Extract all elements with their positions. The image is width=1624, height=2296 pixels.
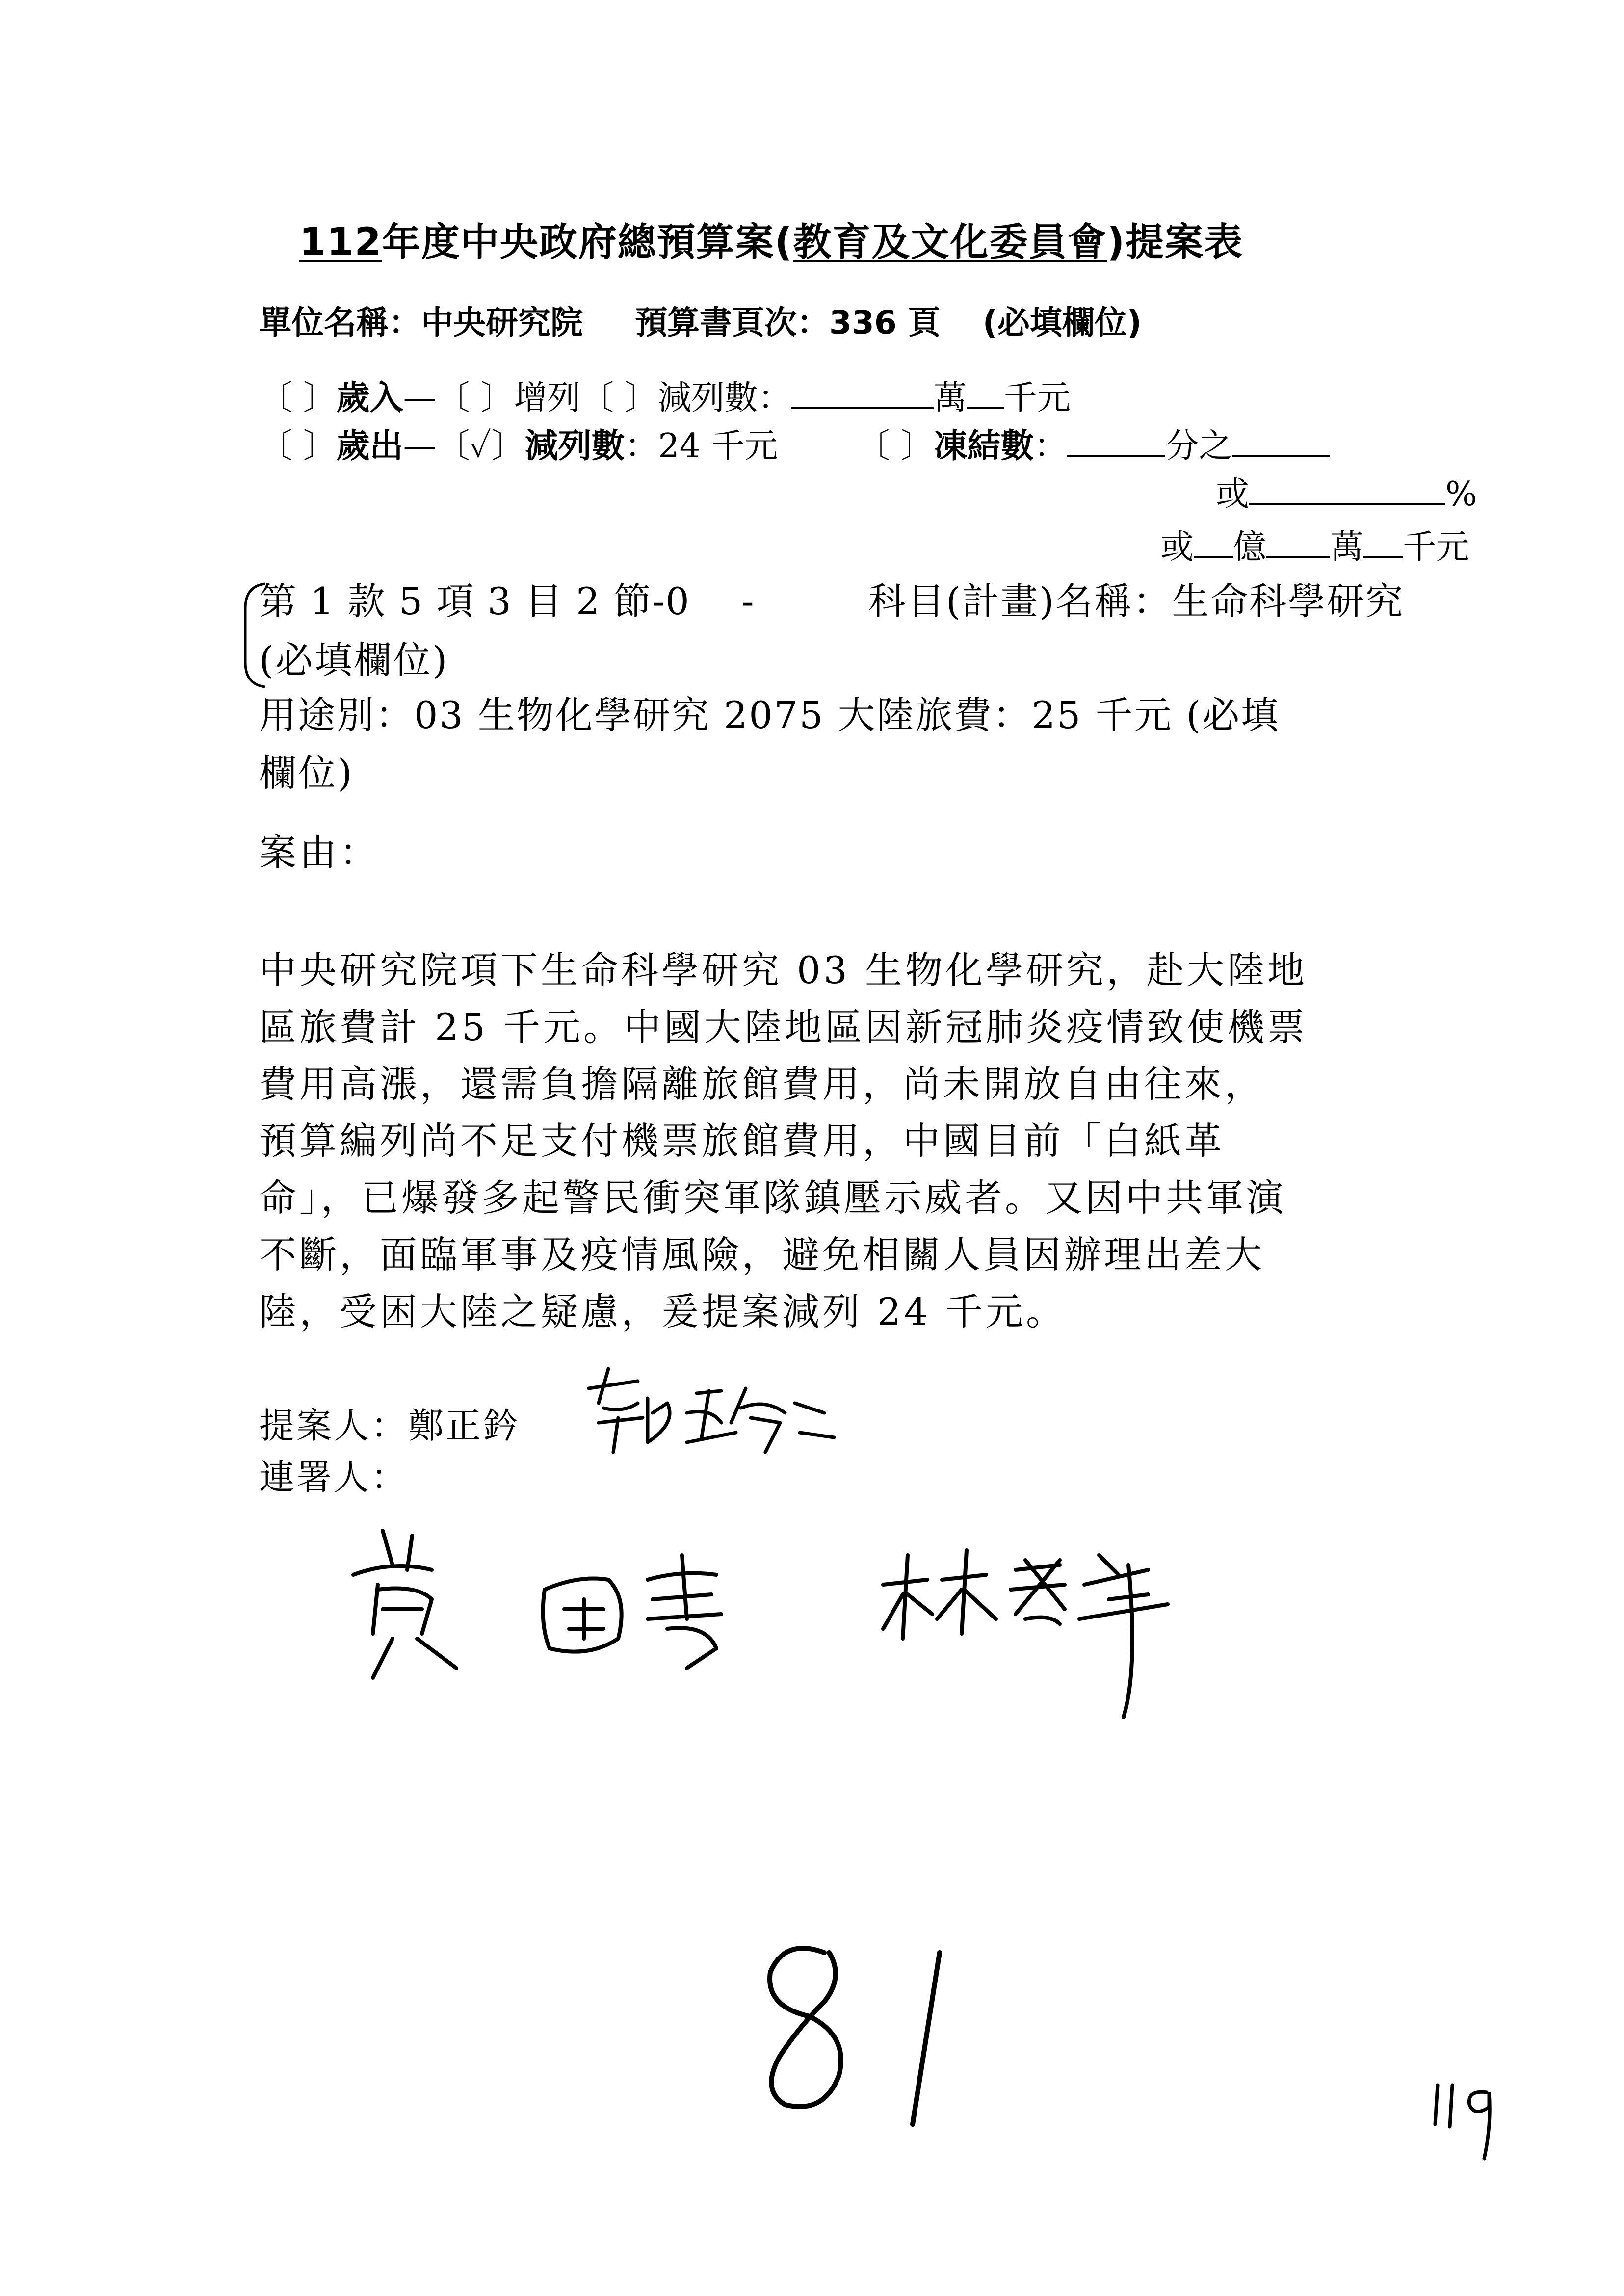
reason-line-5: 命」，已爆發多起警民衝突軍隊鎮壓示威者。又因中共軍演 bbox=[259, 1176, 1286, 1220]
or-amount-yi: 億 bbox=[1233, 528, 1267, 567]
title-middle: 年度中央政府總預算案( bbox=[382, 220, 793, 264]
item-subject: 科目(計畫)名稱：生命科學研究 bbox=[868, 579, 1405, 623]
revenue-options: —〔 〕增列〔 〕減列數： bbox=[403, 379, 791, 417]
expense-checkbox: 〔 〕 bbox=[259, 427, 337, 466]
cosigner-label: 連署人： bbox=[259, 1457, 409, 1498]
proposer-name: 鄭正鈐 bbox=[408, 1405, 521, 1446]
or-amount-wan: 萬 bbox=[1330, 528, 1364, 567]
title-year: 112 bbox=[299, 220, 382, 264]
item-required: (必填欄位) bbox=[259, 638, 449, 682]
reason-line-4: 預算編列尚不足支付機票旅館費用，中國目前「白紙革 bbox=[259, 1119, 1225, 1163]
freeze-checkbox: 〔 〕 bbox=[856, 427, 934, 466]
freeze-fen-zhi: 分之 bbox=[1165, 427, 1232, 466]
budget-page-label: 預算書頁次：336 頁 bbox=[634, 304, 941, 341]
usage-line-2: 欄位) bbox=[259, 751, 354, 795]
reason-line-3: 費用高漲，還需負擔隔離旅館費用，尚未開放自由往來， bbox=[259, 1062, 1265, 1106]
revenue-wan: 萬 bbox=[933, 379, 967, 417]
reason-line-2: 區旅費計 25 千元。中國大陸地區因新冠肺炎疫情致使機票 bbox=[259, 1005, 1308, 1049]
reason-line-7: 陸，受困大陸之疑慮，爰提案減列 24 千元。 bbox=[259, 1290, 1067, 1333]
title-end: )提案表 bbox=[1107, 220, 1244, 264]
freeze-colon: ： bbox=[1034, 427, 1068, 466]
reason-line-1: 中央研究院項下生命科學研究 03 生物化學研究，赴大陸地 bbox=[259, 948, 1308, 992]
freeze-label: 凍結數 bbox=[934, 427, 1034, 466]
revenue-checkbox: 〔 〕 bbox=[259, 379, 337, 417]
unit-label: 單位名稱：中央研究院 bbox=[259, 304, 583, 341]
or-amount-or: 或 bbox=[1160, 528, 1194, 567]
title-committee: 教育及文化委員會 bbox=[793, 220, 1107, 264]
proposer-label: 提案人： bbox=[259, 1405, 409, 1446]
expense-label: 歲出 bbox=[336, 427, 403, 466]
or-amount-qian: 千元 bbox=[1403, 528, 1470, 567]
expense-reduce-value: ：24 千元 bbox=[625, 427, 778, 466]
revenue-qian: 千元 bbox=[1003, 379, 1071, 417]
or-percent-sign: % bbox=[1445, 475, 1477, 514]
revenue-label: 歲入 bbox=[336, 379, 403, 417]
expense-reduce-label: 減列數 bbox=[524, 427, 625, 466]
unit-required: (必填欄位) bbox=[982, 304, 1142, 341]
usage-line-1: 用途別：03 生物化學研究 2075 大陸旅費：25 千元 (必填 bbox=[259, 693, 1280, 737]
or-percent-or: 或 bbox=[1216, 475, 1250, 514]
reason-line-6: 不斷，面臨軍事及疫情風險，避免相關人員因辦理出差大 bbox=[259, 1233, 1265, 1277]
reason-label: 案由： bbox=[259, 831, 380, 874]
item-code: 第 1 款 5 項 3 目 2 節-0 - bbox=[259, 579, 755, 623]
expense-reduce-checkbox: —〔✓〕 bbox=[403, 427, 525, 466]
